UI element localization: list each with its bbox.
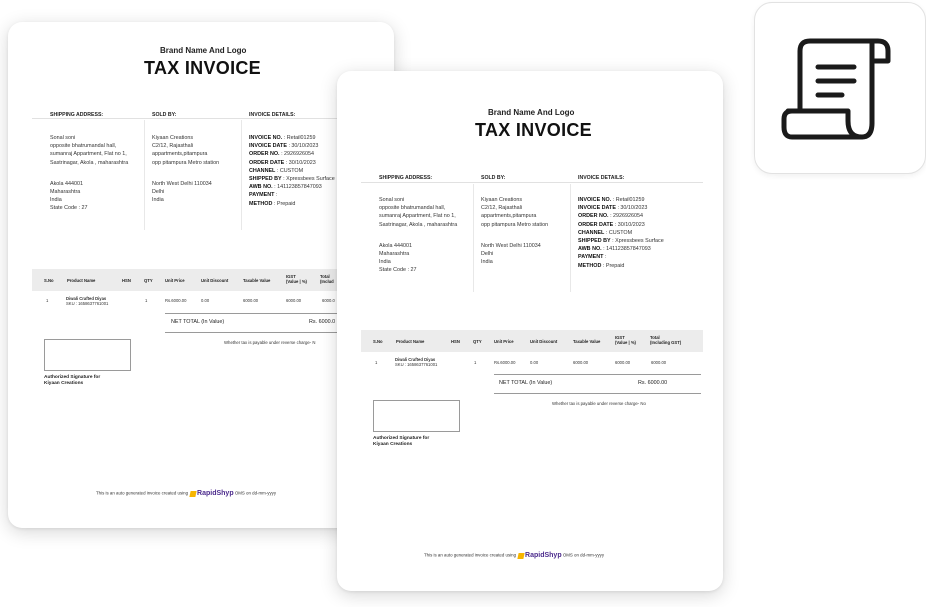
row-unit-price: Rs.6000.00 — [165, 298, 187, 303]
rapidshyp-logo-icon — [517, 553, 524, 559]
col-taxable: Taxable Value — [573, 339, 601, 344]
row-sno: 1 — [46, 298, 49, 303]
sold-by-address: Kiyaan Creations C2/12, Rajasthali appartments,pitampura opp pitampura Metro station North West Delhi 110034 Delhi India — [152, 135, 220, 204]
col-igst: IGST (Value | %) — [286, 274, 307, 284]
footer-note: This is an auto generated invoice created using RapidShyp OMS on dd-mm-yyyy — [424, 552, 605, 559]
brand-name: Brand Name And Logo — [488, 108, 575, 117]
row-taxable: 6000.00 — [573, 360, 589, 365]
invoice-details: INVOICE NO. : Retail01259 INVOICE DATE : 30/10/2023 ORDER NO. : 2926926054 ORDER DATE : 30/10/2023 CHANNEL : CUSTOM SHIPPED BY : Xpressbees Surface AWB NO. : 141123857847093 PAYMENT : METHOD : Prepaid — [578, 197, 664, 269]
shipping-address-heading: SHIPPING ADDRESS: — [379, 175, 433, 181]
col-igst: IGST (Value | %) — [615, 335, 636, 345]
col-hsn: HSN — [122, 278, 131, 283]
row-igst: 6000.00 — [286, 298, 302, 303]
row-igst: 6000.00 — [615, 360, 631, 365]
shipping-address: Sonal soni opposite bhatrumandal hall, sumanraj Appartment, Flat no 1, Sastrinagar, Akola , maharashtra Akola 444001 Maharashtra India State Code : 27 — [379, 197, 458, 274]
receipt-scroll-icon — [778, 33, 898, 143]
row-sno: 1 — [375, 360, 378, 365]
sold-by-heading: SOLD BY: — [152, 112, 177, 118]
col-unit-discount: Unit Discount — [201, 278, 229, 283]
signature-box — [373, 400, 460, 432]
invoice-details: INVOICE NO. : Retail01259 INVOICE DATE : 30/10/2023 ORDER NO. : 2926926054 ORDER DATE : 30/10/2023 CHANNEL : CUSTOM SHIPPED BY : Xpressbees Surface AWB NO. : 141123857847093 PAYMENT : METHOD : Prepaid — [249, 135, 335, 207]
footer-note: This is an auto generated invoice created using RapidShyp OMS on dd-mm-yyyy — [96, 490, 277, 497]
sold-by-heading: SOLD BY: — [481, 175, 506, 181]
signature-box — [44, 339, 131, 371]
col-qty: QTY — [144, 278, 153, 283]
shipping-address-heading: SHIPPING ADDRESS: — [50, 112, 104, 118]
authorized-signature: Authorized Signature for Kiyaan Creations — [44, 375, 101, 387]
row-unit-price: Rs.6000.00 — [494, 360, 516, 365]
col-unit-price: Unit Price — [494, 339, 514, 344]
net-total-label: NET TOTAL (In Value) — [499, 380, 553, 386]
net-total-value: Rs. 6000.00 — [638, 380, 668, 386]
row-product: Diwali Crafted Diyas SKU : 1658637761001 — [395, 357, 438, 367]
row-qty: 1 — [474, 360, 477, 365]
invoice-details-heading: INVOICE DETAILS: — [578, 175, 625, 181]
sold-by-address: Kiyaan Creations C2/12, Rajasthali appartments,pitampura opp pitampura Metro station North West Delhi 110034 Delhi India — [481, 197, 549, 266]
col-unit-discount: Unit Discount — [530, 339, 558, 344]
row-total: 6000.00 — [651, 360, 667, 365]
col-product: Product Name — [67, 278, 96, 283]
col-hsn: HSN — [451, 339, 460, 344]
invoice-icon-card — [754, 2, 926, 174]
net-total-value: Rs. 6000.0 — [309, 319, 336, 325]
invoice-preview-front — [337, 71, 723, 591]
reverse-charge-note: Whether tax is payable under reverse charge- N — [224, 340, 316, 345]
col-taxable: Taxable Value — [243, 278, 271, 283]
brand-name: Brand Name And Logo — [160, 46, 247, 55]
col-product: Product Name — [396, 339, 425, 344]
row-unit-discount: 0.00 — [530, 360, 539, 365]
row-product: Diwali Crafted Diyas SKU : 1658637761001 — [66, 296, 109, 306]
row-unit-discount: 0.00 — [201, 298, 210, 303]
col-sno: S.No — [44, 278, 54, 283]
authorized-signature: Authorized Signature for Kiyaan Creations — [373, 436, 430, 448]
reverse-charge-note: Whether tax is payable under reverse charge- No — [552, 401, 646, 406]
row-qty: 1 — [145, 298, 148, 303]
rapidshyp-logo-icon — [189, 491, 196, 497]
shipping-address: Sonal soni opposite bhatrumandal hall, sumanraj Appartment, Flat no 1, Sastrinagar, Akola , maharashtra Akola 444001 Maharashtra India State Code : 27 — [50, 135, 129, 212]
col-sno: S.No — [373, 339, 383, 344]
col-total: Total (Including GST) — [650, 335, 682, 345]
invoice-title: TAX INVOICE — [475, 120, 592, 140]
col-qty: QTY — [473, 339, 482, 344]
row-total: 6000.0 — [322, 298, 335, 303]
col-unit-price: Unit Price — [165, 278, 185, 283]
col-total: Total (Includ — [320, 274, 334, 284]
invoice-title: TAX INVOICE — [144, 58, 261, 78]
row-taxable: 6000.00 — [243, 298, 259, 303]
net-total-label: NET TOTAL (In Value) — [171, 319, 225, 325]
invoice-details-heading: INVOICE DETAILS: — [249, 112, 296, 118]
